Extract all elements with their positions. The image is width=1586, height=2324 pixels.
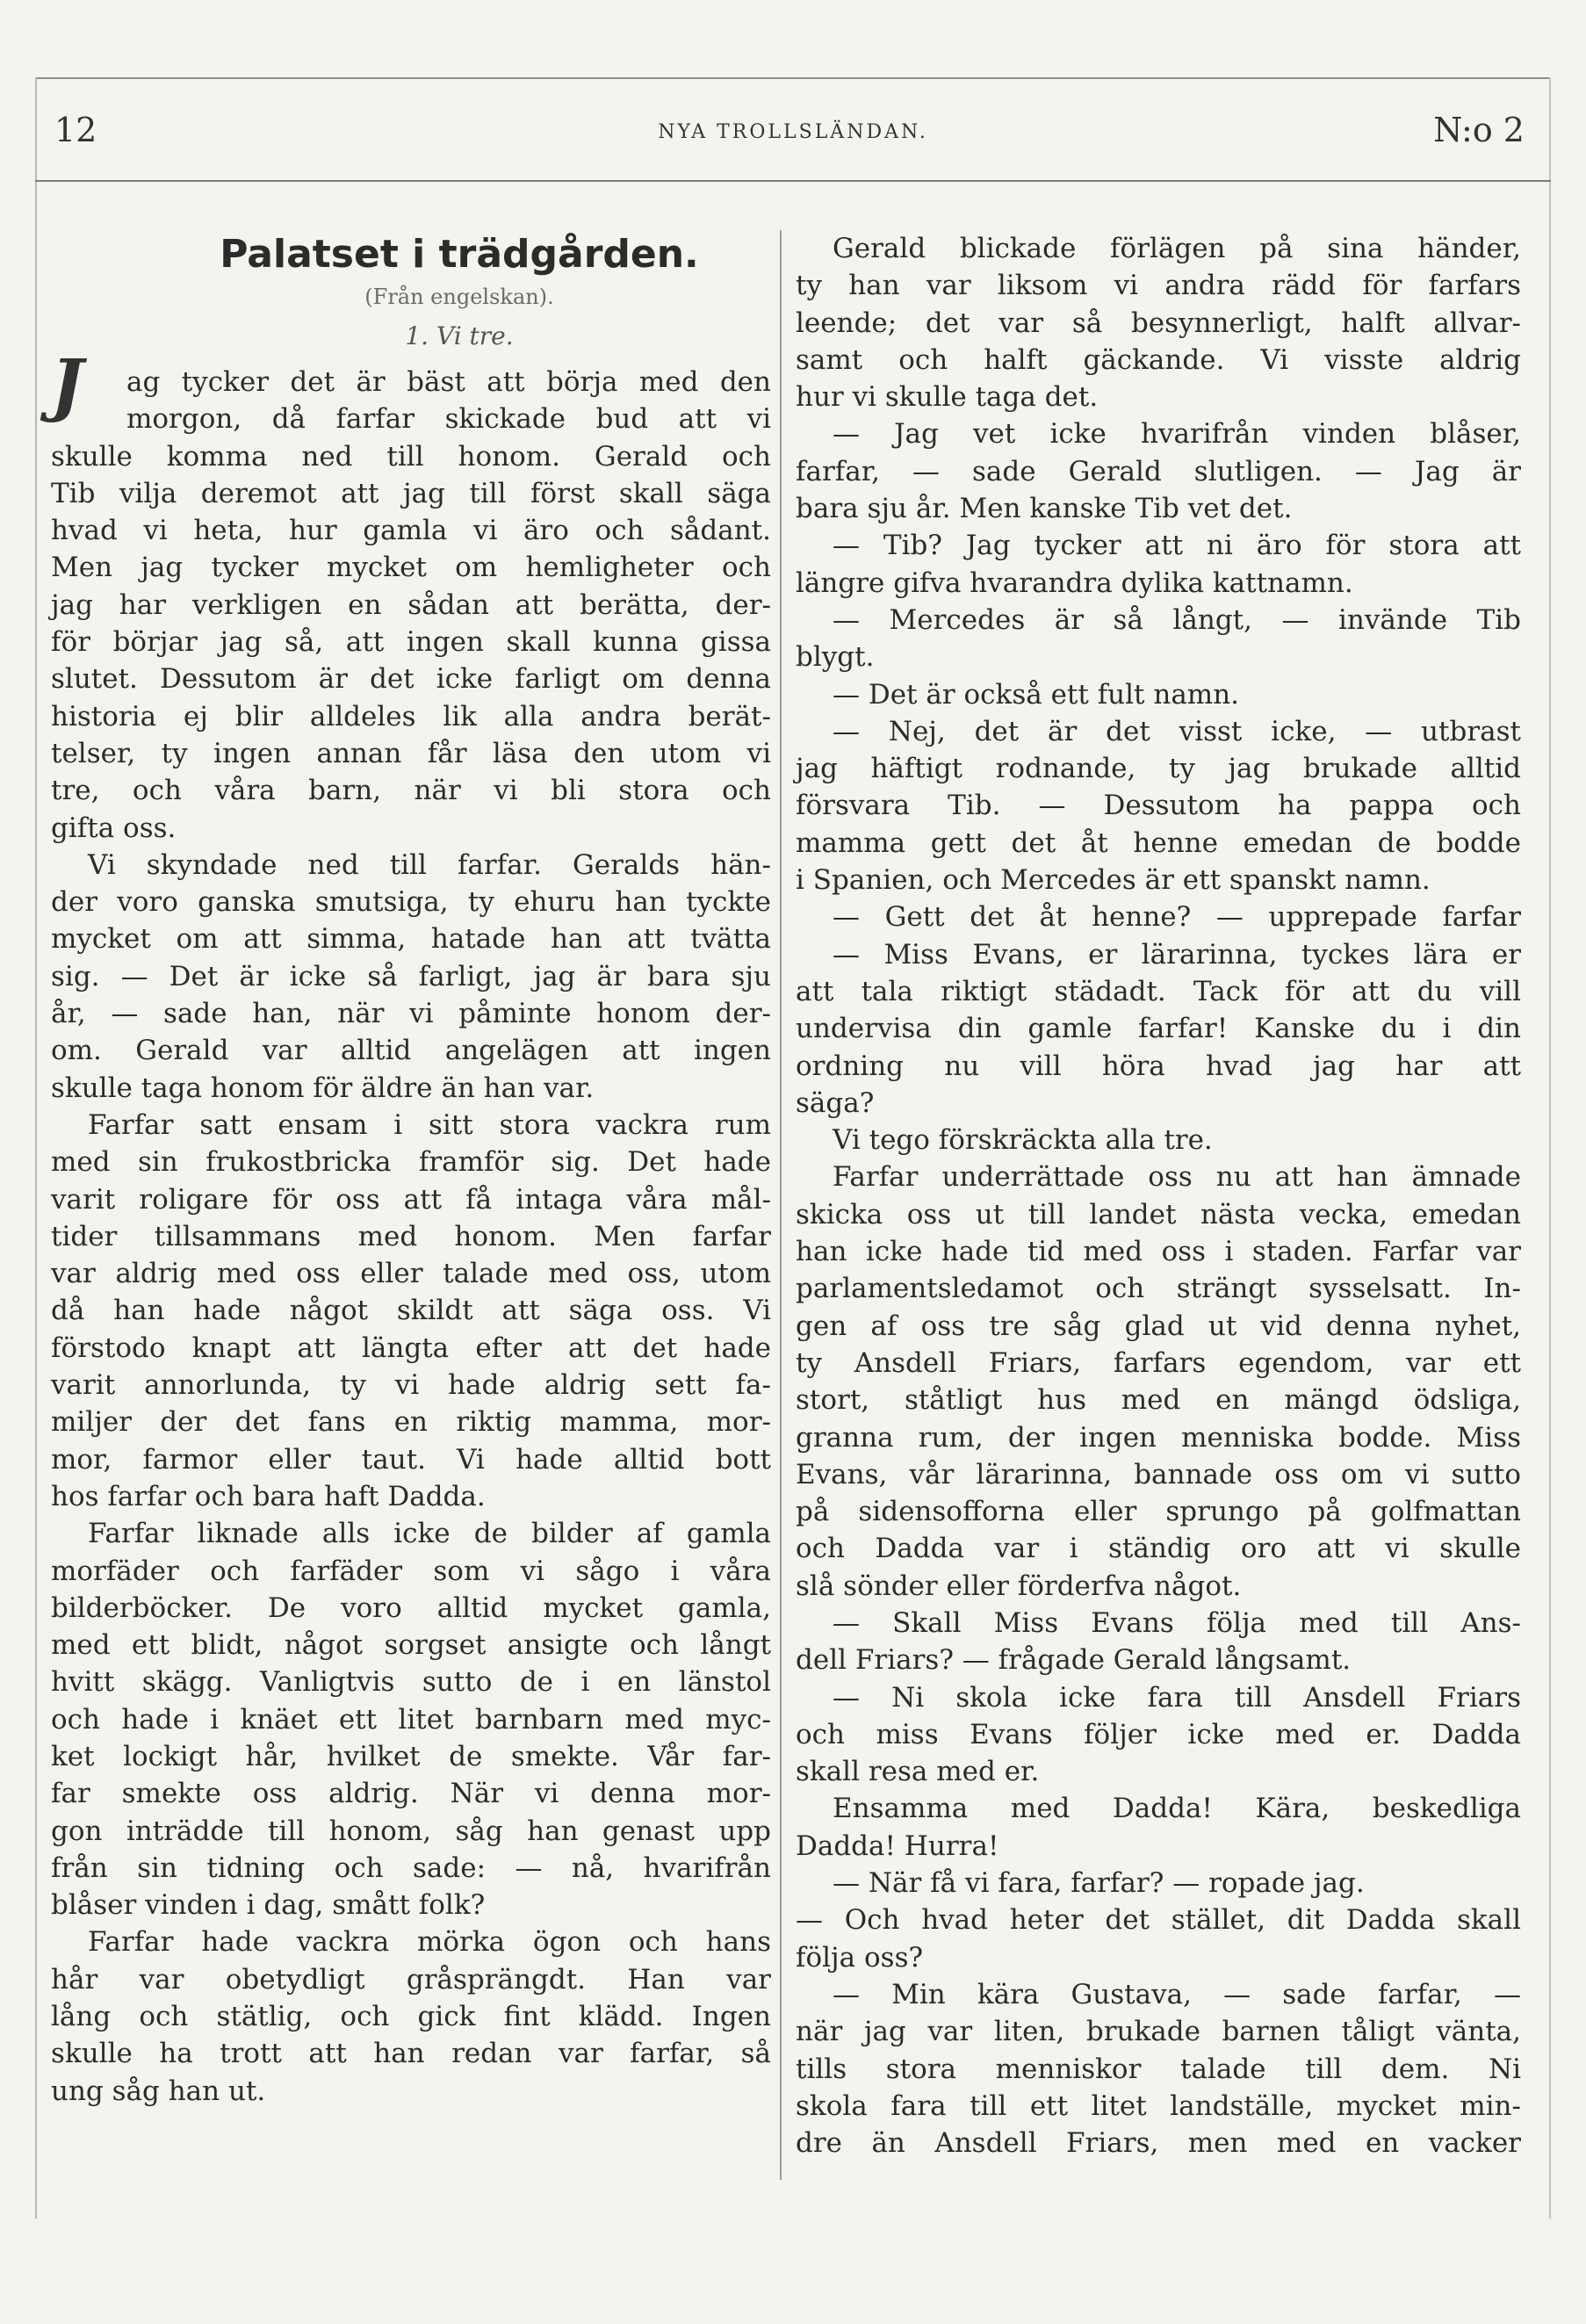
text-line: skicka oss ut till landet nästa vecka, emedan <box>796 1198 1521 1231</box>
text-line: gon inträdde till honom, såg han genast upp <box>51 1815 771 1847</box>
text-line: då han hade något skildt att säga oss. Vi <box>51 1295 771 1327</box>
text-line: blåser vinden i dag, smått folk? <box>51 1889 486 1922</box>
text-line: farfar, — sade Gerald slutligen. — Jag är <box>796 455 1521 487</box>
text-line: hur vi skulle taga det. <box>796 381 1099 414</box>
article-title: Palatset i trädgården. <box>220 232 699 277</box>
text-line: miljer der det fans en riktig mamma, mor- <box>51 1406 771 1439</box>
text-line: blygt. <box>796 641 875 674</box>
page-number: 12 <box>54 111 97 149</box>
text-line: hvad vi heta, hur gamla vi äro och sådant. <box>51 515 771 547</box>
text-line: skall resa med er. <box>796 1756 1040 1788</box>
text-line: år, — sade han, när vi påminte honom der- <box>51 998 771 1030</box>
text-line: hvitt skägg. Vanligtvis sutto de i en länstol <box>51 1666 771 1699</box>
text-line: Tib vilja deremot att jag till först skall säga <box>51 477 771 509</box>
text-line: Evans, vår lärarinna, bannade oss om vi sutto <box>796 1458 1521 1490</box>
text-line: ty Ansdell Friars, farfars egendom, var ett <box>796 1346 1521 1379</box>
text-line: jag häftigt rodnande, ty jag brukade alltid <box>796 753 1521 785</box>
text-line: — Nej, det är det visst icke, — utbrast <box>833 715 1521 747</box>
text-line: — Och hvad heter det stället, dit Dadda skall <box>796 1904 1521 1937</box>
text-line: varit annorlunda, ty vi hade aldrig sett fa- <box>51 1369 771 1402</box>
page-frame-top <box>35 77 1551 79</box>
left-column <box>51 230 771 2110</box>
text-line: skulle taga honom för äldre än han var. <box>51 1072 595 1104</box>
text-line: tre, och våra barn, när vi bli stora och <box>51 775 771 807</box>
text-line: om. Gerald var alltid angelägen att ingen <box>51 1035 771 1067</box>
text-line: Gerald blickade förlägen på sina händer, <box>833 233 1521 264</box>
text-line: Farfar underrättade oss nu att han ämnade <box>833 1161 1521 1194</box>
text-line: jag har verkligen en sådan att berätta, der- <box>51 588 771 621</box>
text-line: far smekte oss aldrig. När vi denna mor- <box>51 1778 771 1810</box>
text-line: med ett blidt, något sorgset ansigte och långt <box>51 1629 771 1662</box>
text-line: — Gett det åt henne? — upprepade farfar <box>833 901 1521 934</box>
text-line: hår var obetydligt gråsprängdt. Han var <box>51 1963 771 1996</box>
issue-number: N:o 2 <box>1433 111 1525 149</box>
text-line: skulle komma ned till honom. Gerald och <box>51 440 771 473</box>
text-line: ordning nu vill höra hvad jag har att <box>796 1050 1521 1082</box>
text-line: Ensamma med Dadda! Kära, beskedliga <box>833 1793 1521 1825</box>
text-line: stort, ståtligt hus med en mängd ödsliga, <box>796 1384 1521 1417</box>
text-line: tills stora menniskor talade till dem. Ni <box>796 2053 1521 2085</box>
text-line: ty han var liksom vi andra rädd för farfars <box>796 270 1521 302</box>
text-line: morfäder och farfäder som vi sågo i våra <box>51 1555 771 1587</box>
text-line: — Det är också ett fult namn. <box>833 678 1240 711</box>
text-line: undervisa din gamle farfar! Kanske du i din <box>796 1013 1521 1045</box>
text-line: Vi skyndade ned till farfar. Geralds hän- <box>88 848 771 881</box>
text-line: — Miss Evans, er lärarinna, tyckes lära er <box>833 938 1521 971</box>
text-line: — Skall Miss Evans följa med till Ans- <box>833 1606 1521 1639</box>
text-line: dre än Ansdell Friars, men med en vacker <box>796 2127 1521 2160</box>
text-line: Farfar hade vackra mörka ögon och hans <box>88 1926 771 1959</box>
text-line: — Min kära Gustava, — sade farfar, — <box>833 1978 1521 2010</box>
column-divider <box>780 230 782 2180</box>
text-line: leende; det var så besynnerligt, halft allvar- <box>796 307 1521 339</box>
text-line: ket lockigt hår, hvilket de smekte. Vår far- <box>51 1740 771 1772</box>
text-line: på sidensofforna eller sprungo på golfmattan <box>796 1496 1521 1528</box>
publication-title: NYA TROLLSLÄNDAN. <box>658 121 928 143</box>
text-line: för börjar jag så, att ingen skall kunna gissa <box>51 626 771 659</box>
right-column-text <box>796 230 1521 2162</box>
page-frame-left <box>35 77 37 2219</box>
text-line: mycket om att simma, hatade han att tvätta <box>51 923 771 956</box>
text-line: han icke hade tid med oss i staden. Farfar var <box>796 1236 1521 1268</box>
text-line: säga? <box>796 1086 875 1119</box>
text-line: skola fara till ett litet landställe, mycket min- <box>796 2089 1521 2122</box>
text-line: och Dadda var i ständig oro att vi skulle <box>796 1533 1521 1565</box>
text-line: var aldrig med oss eller talade med oss, utom <box>51 1258 771 1290</box>
text-line: telser, ty ingen annan får läsa den utom vi <box>51 737 771 769</box>
text-line: — När få vi fara, farfar? — ropade jag. <box>833 1867 1365 1900</box>
text-line: varit roligare för oss att få intaga våra mål- <box>51 1183 771 1216</box>
text-line: försvara Tib. — Dessutom ha pappa och <box>796 790 1521 822</box>
text-line: att tala riktigt städadt. Tack för att du vill <box>796 975 1521 1007</box>
text-line: slå sönder eller förderfva något. <box>796 1570 1242 1602</box>
text-line: skulle ha trott att han redan var farfar, så <box>51 2038 771 2070</box>
text-line: i Spanien, och Mercedes är ett spanskt namn. <box>796 864 1431 897</box>
text-line: — Mercedes är så långt, — invände Tib <box>833 603 1521 636</box>
text-line: parlamentsledamot och strängt sysselsatt. In- <box>796 1273 1521 1305</box>
left-column-text <box>51 364 771 2110</box>
text-line: mamma gett det åt henne emedan de bodde <box>796 826 1521 859</box>
text-line: och hade i knäet ett litet barnbarn med myc- <box>51 1703 771 1736</box>
text-line: historia ej blir alldeles lik alla andra berät- <box>51 700 771 733</box>
chapter-heading: 1. Vi tre. <box>405 321 514 350</box>
text-line: förstodo knapt att längta efter att det hade <box>51 1332 771 1364</box>
text-line: der voro ganska smutsiga, ty ehuru han tyckte <box>51 886 771 919</box>
text-line: följa oss? <box>796 1941 924 1974</box>
text-line: granna rum, der ingen menniska bodde. Miss <box>796 1421 1521 1454</box>
text-line: bara sju år. Men kanske Tib vet det. <box>796 493 1293 525</box>
text-line: slutet. Dessutom är det icke farligt om denna <box>51 663 771 696</box>
text-line: med sin frukostbricka framför sig. Det hade <box>51 1146 771 1179</box>
text-line: Men jag tycker mycket om hemligheter och <box>51 552 771 584</box>
dropcap-paragraph <box>51 345 771 2110</box>
text-line: längre gifva hvarandra dylika kattnamn. <box>796 567 1353 599</box>
header-rule <box>35 180 1551 182</box>
text-line: tider tillsammans med honom. Men farfar <box>51 1220 771 1252</box>
text-line: sig. — Det är icke så farligt, jag är bara sju <box>51 960 771 992</box>
dropcap-ornament <box>51 345 114 437</box>
text-line: ung såg han ut. <box>51 2075 266 2107</box>
text-line: morgon, då farfar skickade bud att vi <box>126 403 771 436</box>
dropcap-letter: J <box>51 345 83 425</box>
text-line: — Ni skola icke fara till Ansdell Friars <box>833 1681 1521 1714</box>
right-column <box>796 230 1521 2162</box>
text-line: dell Friars? — frågade Gerald långsamt. <box>796 1644 1352 1677</box>
text-line: — Tib? Jag tycker att ni äro för stora att <box>833 530 1521 562</box>
article-subtitle: (Från engelskan). <box>364 285 554 309</box>
text-line: ag tycker det är bäst att börja med den <box>126 366 771 398</box>
text-line: från sin tidning och sade: — nå, hvarifrån <box>51 1851 771 1884</box>
text-line: Farfar satt ensam i sitt stora vackra rum <box>88 1108 771 1141</box>
text-line: bilderböcker. De voro alltid mycket gamla, <box>51 1591 771 1624</box>
text-line: Dadda! Hurra! <box>796 1830 999 1862</box>
text-line: lång och stätlig, och gick fint klädd. Ingen <box>51 2001 771 2033</box>
text-line: samt och halft gäckande. Vi visste aldrig <box>796 343 1521 376</box>
text-line: — Jag vet icke hvarifrån vinden blåser, <box>833 418 1521 451</box>
text-line: mor, farmor eller taut. Vi hade alltid bott <box>51 1443 771 1476</box>
text-line: Vi tego förskräckta alla tre. <box>833 1124 1213 1157</box>
text-line: gifta oss. <box>51 812 177 844</box>
text-line: och miss Evans följer icke med er. Dadda <box>796 1718 1521 1750</box>
text-line: Farfar liknade alls icke de bilder af gamla <box>88 1518 771 1550</box>
text-line: gen af oss tre såg glad ut vid denna nyhet, <box>796 1310 1521 1342</box>
text-line: hos farfar och bara haft Dadda. <box>51 1480 486 1512</box>
text-line: när jag var liten, brukade barnen tåligt vänta, <box>796 2016 1521 2048</box>
page-frame-right <box>1549 77 1551 2219</box>
